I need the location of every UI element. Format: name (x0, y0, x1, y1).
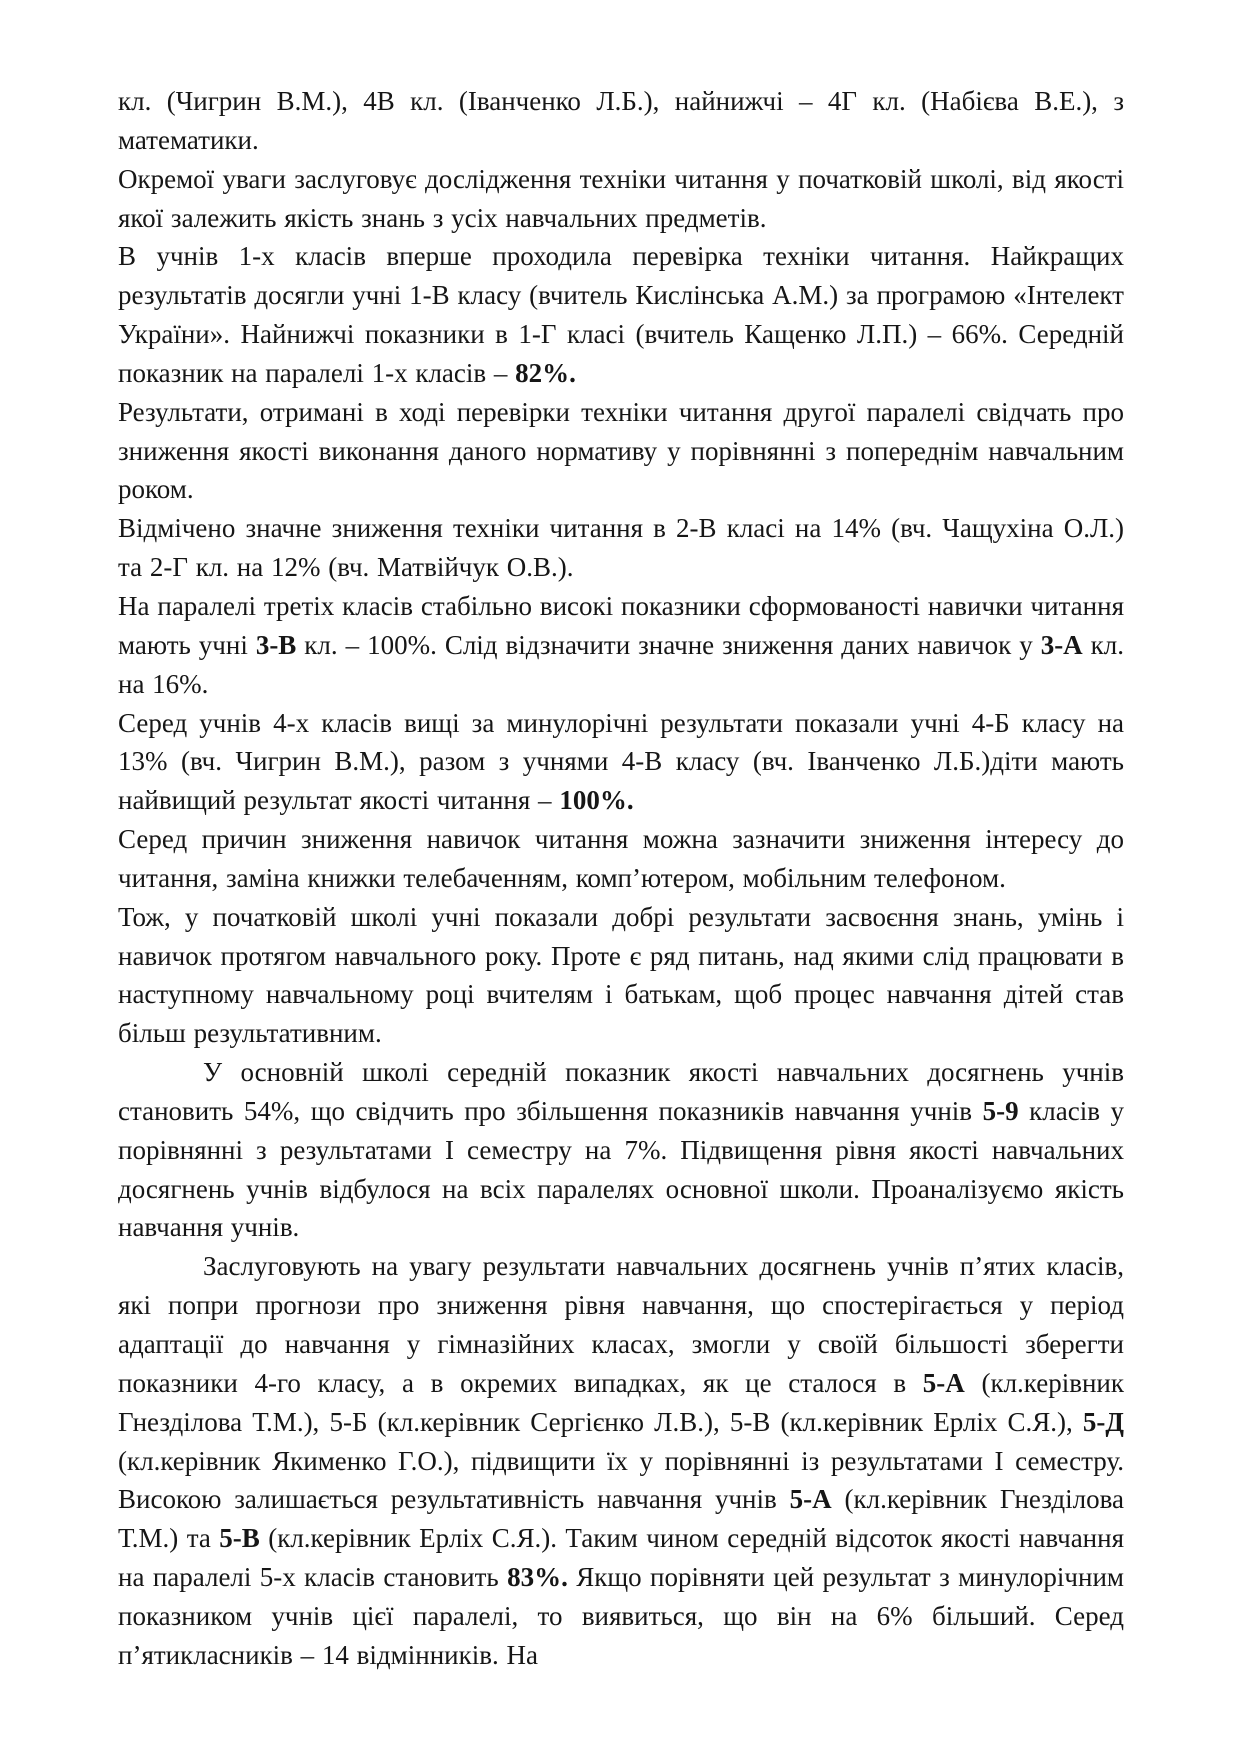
document-body (118, 82, 1124, 1675)
bold-text-run: 3-А (1040, 629, 1083, 660)
paragraph-10 (118, 1053, 1124, 1247)
text-run: Результати, отримані в ході перевірки техніки читання другої паралелі свідчать про зниження якості виконання даного нормативу у порівнянні з попереднім навчальним роком. (118, 396, 1124, 505)
bold-text-run: 100%. (559, 785, 634, 816)
paragraph-4 (118, 393, 1124, 510)
text-run: Серед причин зниження навичок читання можна зазначити зниження інтересу до читання, заміна книжки телебаченням, комп’ютером, мобільним телефоном. (118, 824, 1124, 893)
bold-text-run: 83%. (507, 1562, 568, 1593)
text-run: На паралелі третіх класів стабільно високі показники сформованості навички читання мають учні (118, 590, 1124, 660)
bold-text-run: 5-А (922, 1367, 965, 1398)
paragraph-6 (118, 587, 1124, 704)
text-run: У основній школі середній показник якості навчальних досягнень учнів становить 54%, що свідчить про збільшення показників навчання учнів (118, 1057, 1124, 1126)
text-run: (кл.керівник Ерліх С.Я.). Таким чином середній відсоток якості навчання на паралелі 5-х класів становить (118, 1523, 1124, 1593)
text-run: Заслуговують на увагу результати навчальних досягнень учнів п’ятих класів, які попри прогнози про зниження рівня навчання, що спостерігається у період адаптації до навчання у гімназійних класах, змогли у своїй більшості зберегти показники 4-го класу, а в окремих випадках, як це сталося в (118, 1251, 1124, 1398)
bold-text-run: 5-В (219, 1523, 260, 1554)
paragraph-1 (118, 82, 1124, 160)
text-run: Окремої уваги заслуговує дослідження техніки читання у початковій школі, від якості якої залежить якість знань з усіх навчальних предметів. (118, 163, 1124, 233)
paragraph-11 (118, 1247, 1124, 1674)
bold-text-run: 5-А (789, 1484, 832, 1515)
bold-text-run: 3-В (255, 629, 297, 660)
paragraph-2 (118, 160, 1124, 238)
text-run: (кл.керівник Якименко Г.О.), підвищити їх у порівнянні із результатами І семестру. Високою залишається результативність навчання учнів (118, 1445, 1124, 1515)
text-run: В учнів 1-х класів вперше проходила перевірка техніки читання. Найкращих результатів досягли учні 1-В класу (вчитель Кислінська А.М.) за програмою «Інтелект України». Найнижчі показники в 1-Г класі (вчитель Кащенко Л.П.) – 66%. Середній показник на паралелі 1-х класів – (118, 241, 1124, 388)
bold-text-run: 5-9 (982, 1095, 1019, 1126)
paragraph-3 (118, 237, 1124, 392)
text-run: Якщо порівняти цей результат з минулорічним показником учнів цієї паралелі, то виявиться, що він на 6% більший. Серед п’ятикласників – 14 відмінників. На (118, 1562, 1124, 1670)
paragraph-7 (118, 704, 1124, 821)
paragraph-5 (118, 509, 1124, 587)
text-run: кл. на 16%. (118, 629, 1125, 699)
text-run: кл. (Чигрин В.М.), 4В кл. (Іванченко Л.Б.), найнижчі – 4Г кл. (Набієва В.Е.), з математики. (118, 86, 1124, 155)
text-run: класів у порівнянні з результатами І семестру на 7%. Підвищення рівня якості навчальних досягнень учнів відбулося на всіх паралелях основної школи. Проаналізуємо якість навчання учнів. (118, 1095, 1125, 1243)
text-run: Відмічено значне зниження техніки читання в 2-В класі на 14% (вч. Чащухіна О.Л.) та 2-Г кл. на 12% (вч. Матвійчук О.В.). (118, 513, 1124, 583)
text-run: кл. – 100%. Слід відзначити значне зниження даних навичок у (296, 629, 1041, 660)
text-run: Серед учнів 4-х класів вищі за минулорічні результати показали учні 4-Б класу на 13% (вч. Чигрин В.М.), разом з учнями 4-В класу (вч. Іванченко Л.Б.)діти мають найвищий результат якості читання – (118, 707, 1124, 816)
text-run: (кл.керівник Гнезділова Т.М.) та (118, 1484, 1124, 1554)
paragraph-9 (118, 898, 1124, 1053)
paragraph-8 (118, 820, 1124, 898)
bold-text-run: 5-Д (1082, 1406, 1124, 1437)
text-run: (кл.керівник Гнезділова Т.М.), 5-Б (кл.керівник Сергієнко Л.В.), 5-В (кл.керівник Ерліх С.Я.), (118, 1367, 1124, 1437)
text-run: Тож, у початковій школі учні показали добрі результати засвоєння знань, умінь і навичок протягом навчального року. Проте є ряд питань, над якими слід працювати в наступному навчальному році вчителям і батькам, щоб процес навчання дітей став більш результативним. (118, 901, 1124, 1049)
bold-text-run: 82%. (515, 357, 576, 388)
